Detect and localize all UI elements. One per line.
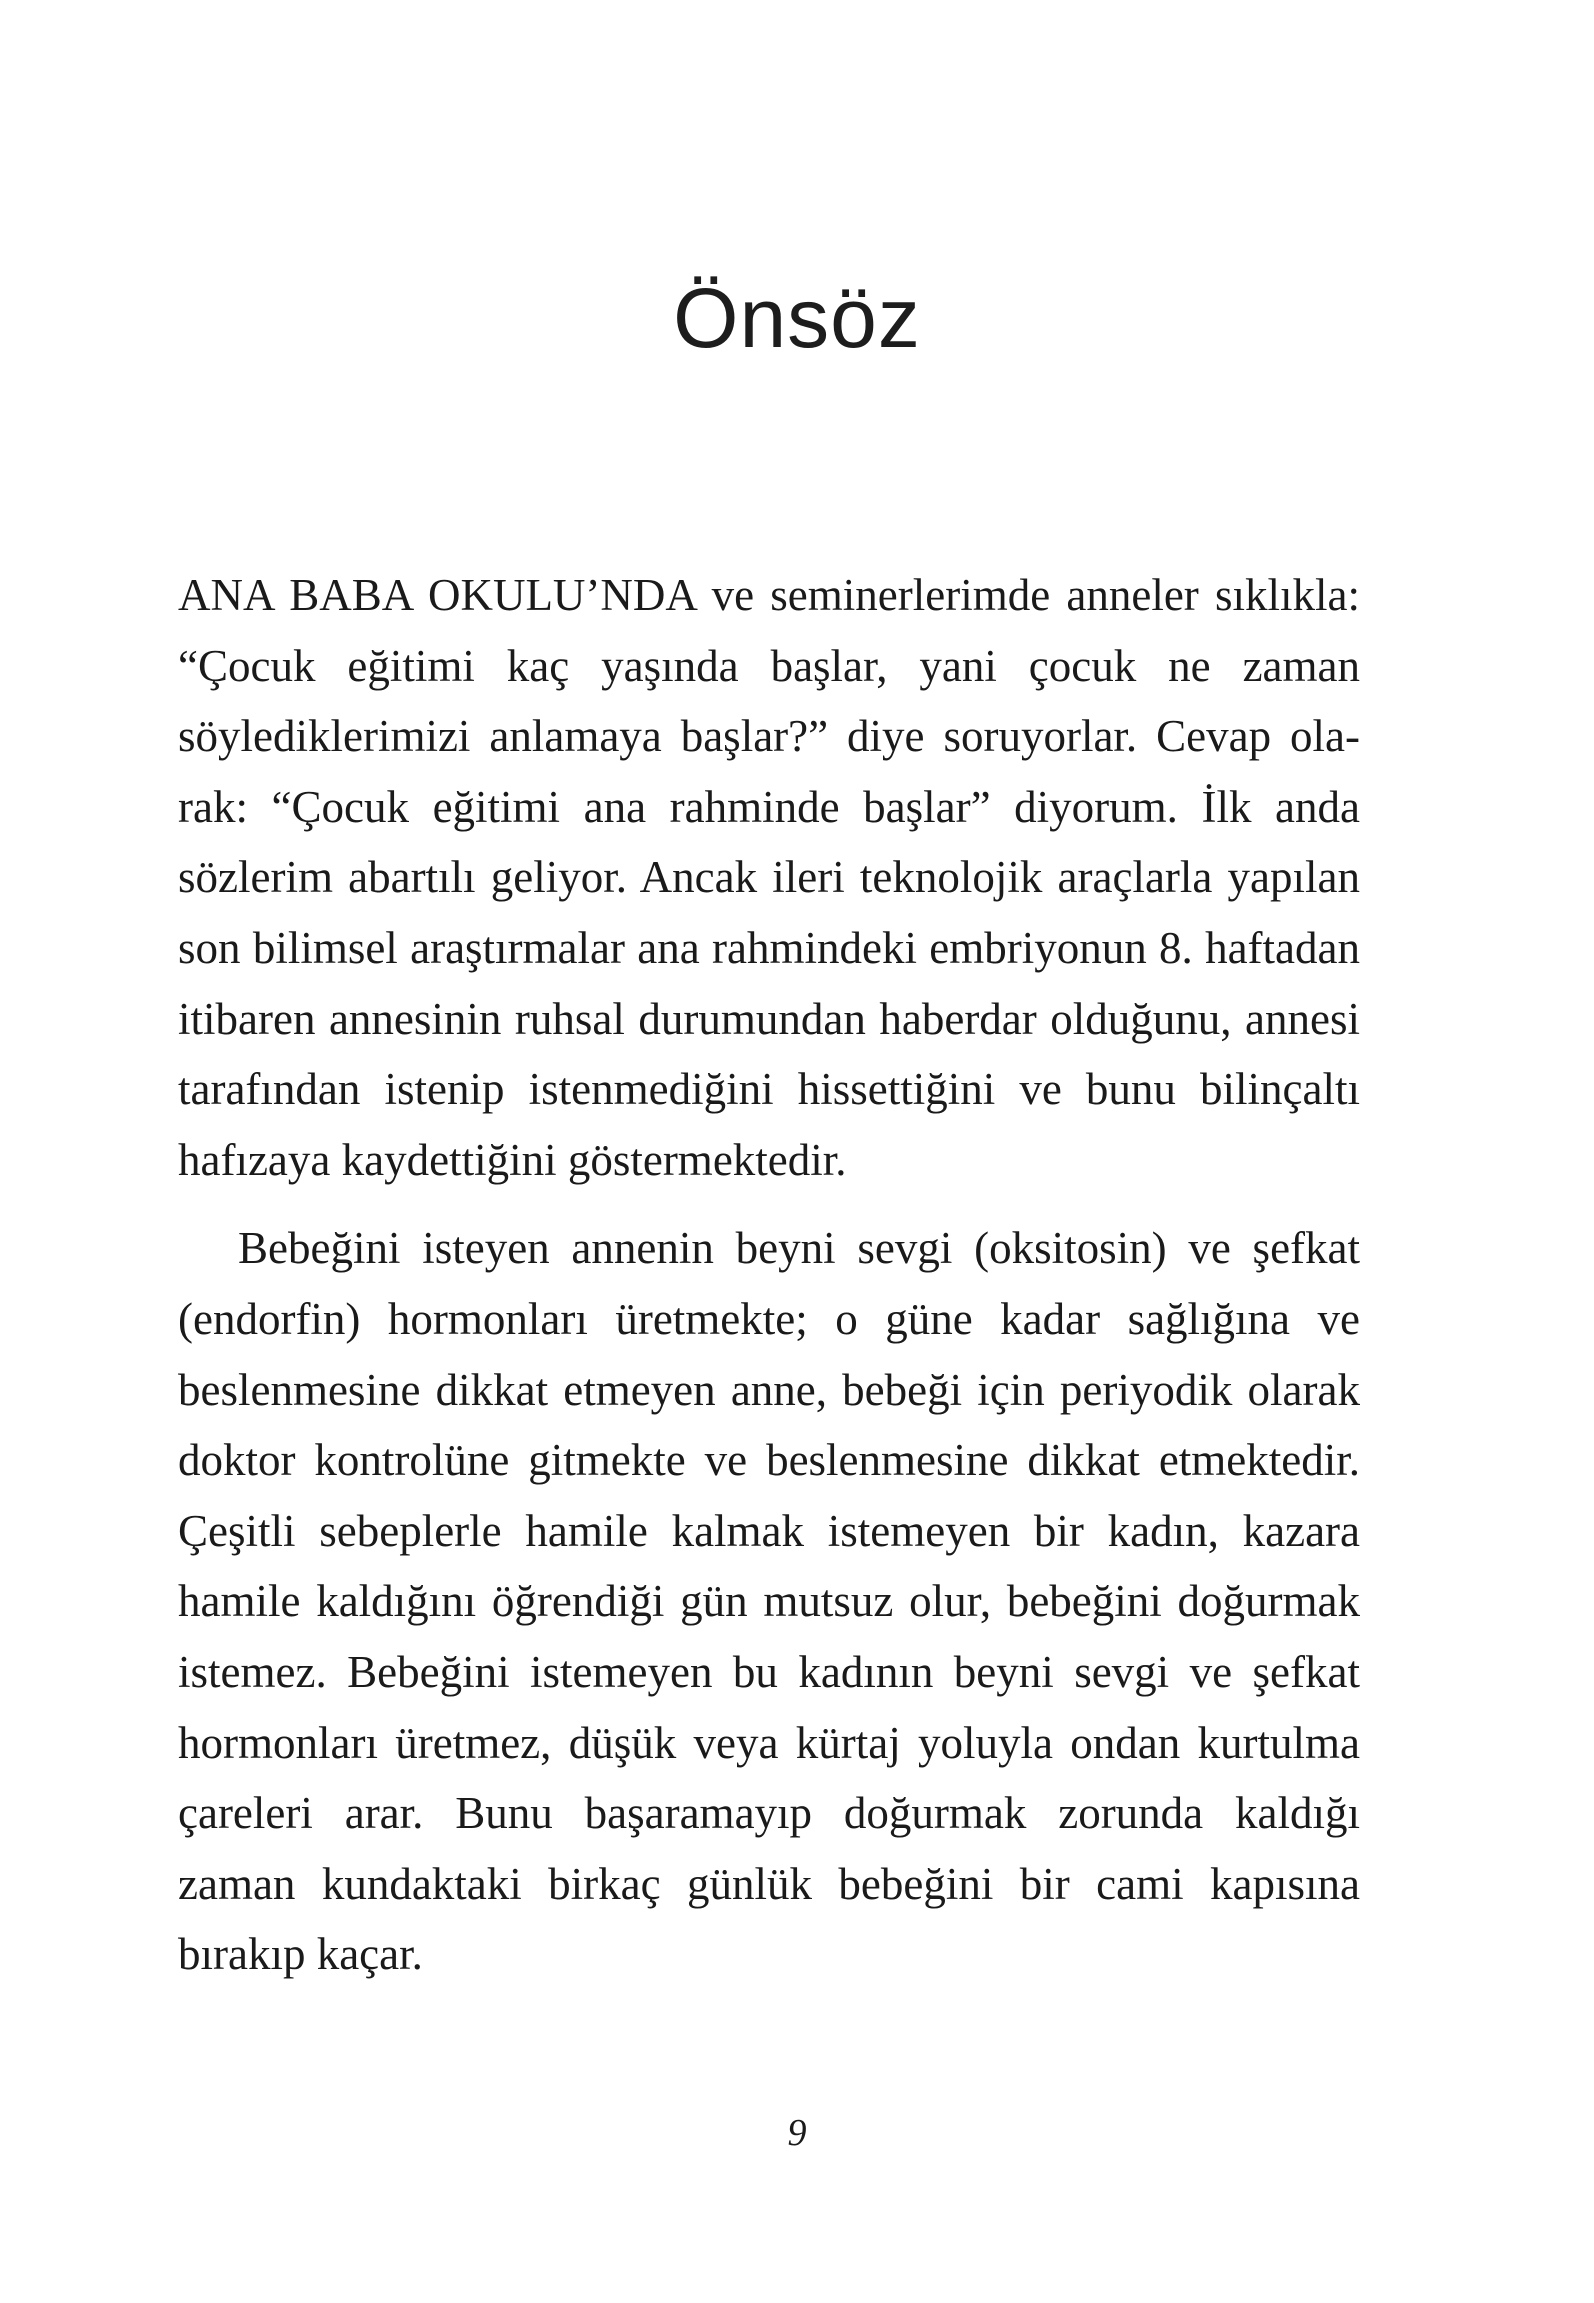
paragraph-2: Bebeğini isteyen annenin beyni sevgi (oksitosin) ve şefkat (endorfin) hormonları üretmekte; o güne kadar sağlığına ve beslenmesine dikkat etmeyen anne, bebeği için periyodik olarak doktor kontrolüne gitmekte ve beslenmesine dikkat etmektedir. Çeşitli sebeplerle hamile kalmak istemeyen bir kadın, kazara hamile kaldığını öğrendiği gün mutsuz olur, bebeğini doğurmak istemez. Bebeğini istemeyen bu kadının beyni sevgi ve şefkat hormonları üretmez, düşük veya kürtaj yoluyla ondan kurtulma çareleri arar. Bunu başaramayıp doğurmak zorunda kaldığı zaman kundaktaki birkaç günlük bebeğini bir cami kapısına bırakıp kaçar. [178,1223,1360,1980]
paragraph-1: ANA BABA OKULU’NDA ve seminerlerimde anneler sıklıkla: “Çocuk eğitimi kaç yaşında başlar, yani çocuk ne zaman söylediklerimizi anlamaya başlar?” diye soruyorlar. Cevap olarak: “Çocuk eğitimi ana rahminde başlar” diyorum. İlk anda sözlerim abartılı geliyor. Ancak ileri teknolojik araçlarla yapılan son bilimsel araştırmalar ana rahmindeki embriyonun 8. haftadan itibaren annesinin ruhsal durumundan haberdar olduğunu, annesi tarafından istenip istenmediğini hissettiğini ve bunu bilinçaltı hafızaya kaydettiğini göstermektedir. [178,570,1360,1185]
page-number: 9 [787,2112,807,2154]
body-text [178,560,1360,1990]
chapter-title: Önsöz [673,271,921,365]
